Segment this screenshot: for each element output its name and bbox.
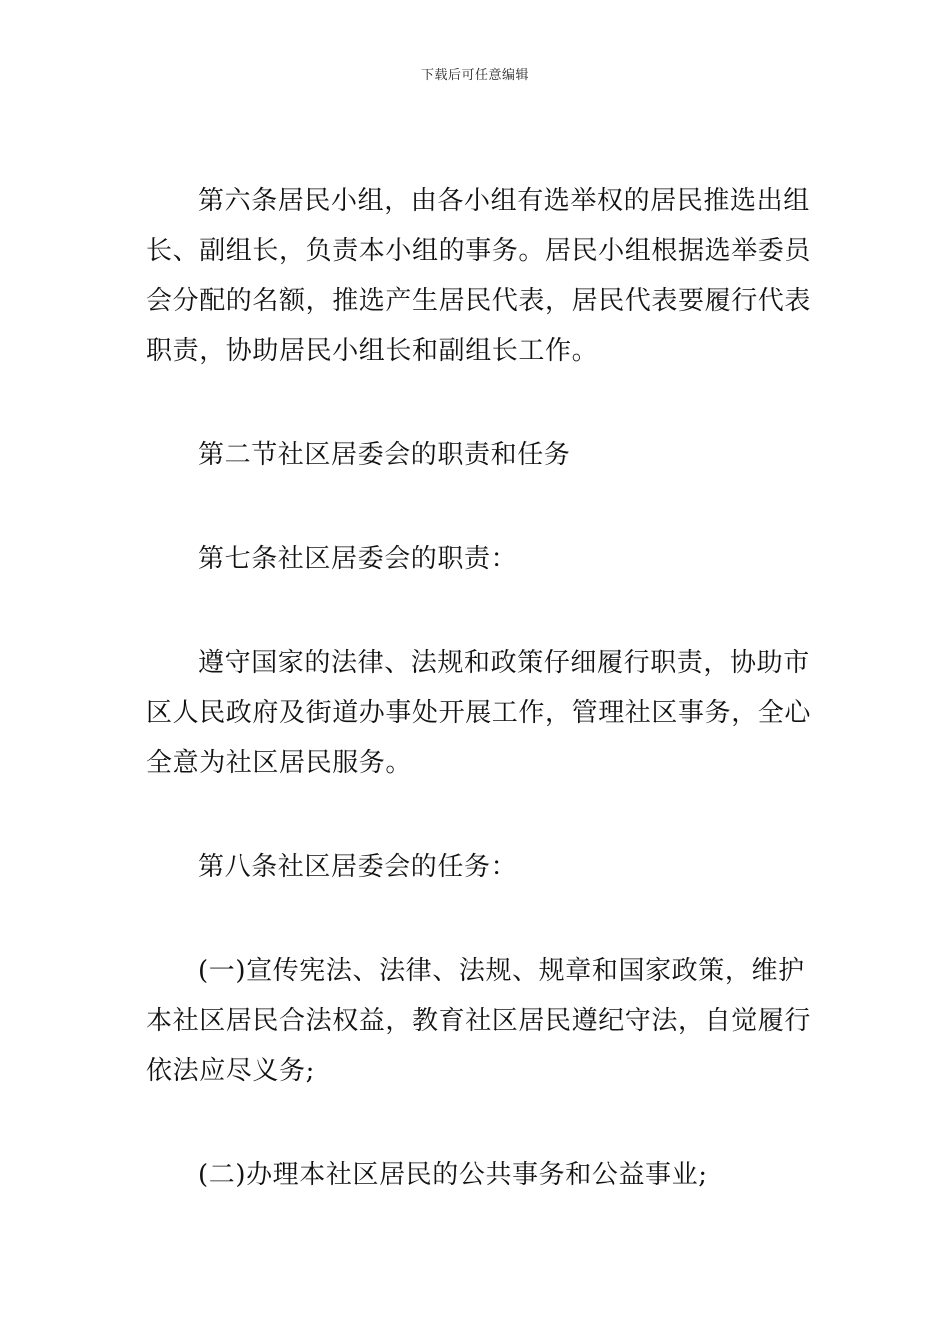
task-item-2: (二)办理本社区居民的公共事务和公益事业; <box>198 1160 708 1190</box>
article-7-duties-paragraph: 遵守国家的法律、法规和政策仔细履行职责，协助市区人民政府及街道办事处开展工作，管理社区事务，全心全意为社区居民服务。 <box>146 648 812 778</box>
article-8-heading: 第八条社区居委会的任务： <box>198 852 518 882</box>
document-body <box>146 176 811 1200</box>
section-2-heading: 第二节社区居委会的职责和任务 <box>198 440 571 470</box>
page-header-note: 下载后可任意编辑 <box>420 68 529 83</box>
article-7-heading: 第七条社区居委会的职责： <box>198 544 518 574</box>
task-item-1: (一)宣传宪法、法律、法规、规章和国家政策，维护本社区居民合法权益，教育社区居民遵纪守法，自觉履行依法应尽义务; <box>146 956 812 1086</box>
article-6-paragraph: 第六条居民小组，由各小组有选举权的居民推选出组长、副组长，负责本小组的事务。居民小组根据选举委员会分配的名额，推选产生居民代表，居民代表要履行代表职责，协助居民小组长和副组长工作。 <box>146 186 812 366</box>
